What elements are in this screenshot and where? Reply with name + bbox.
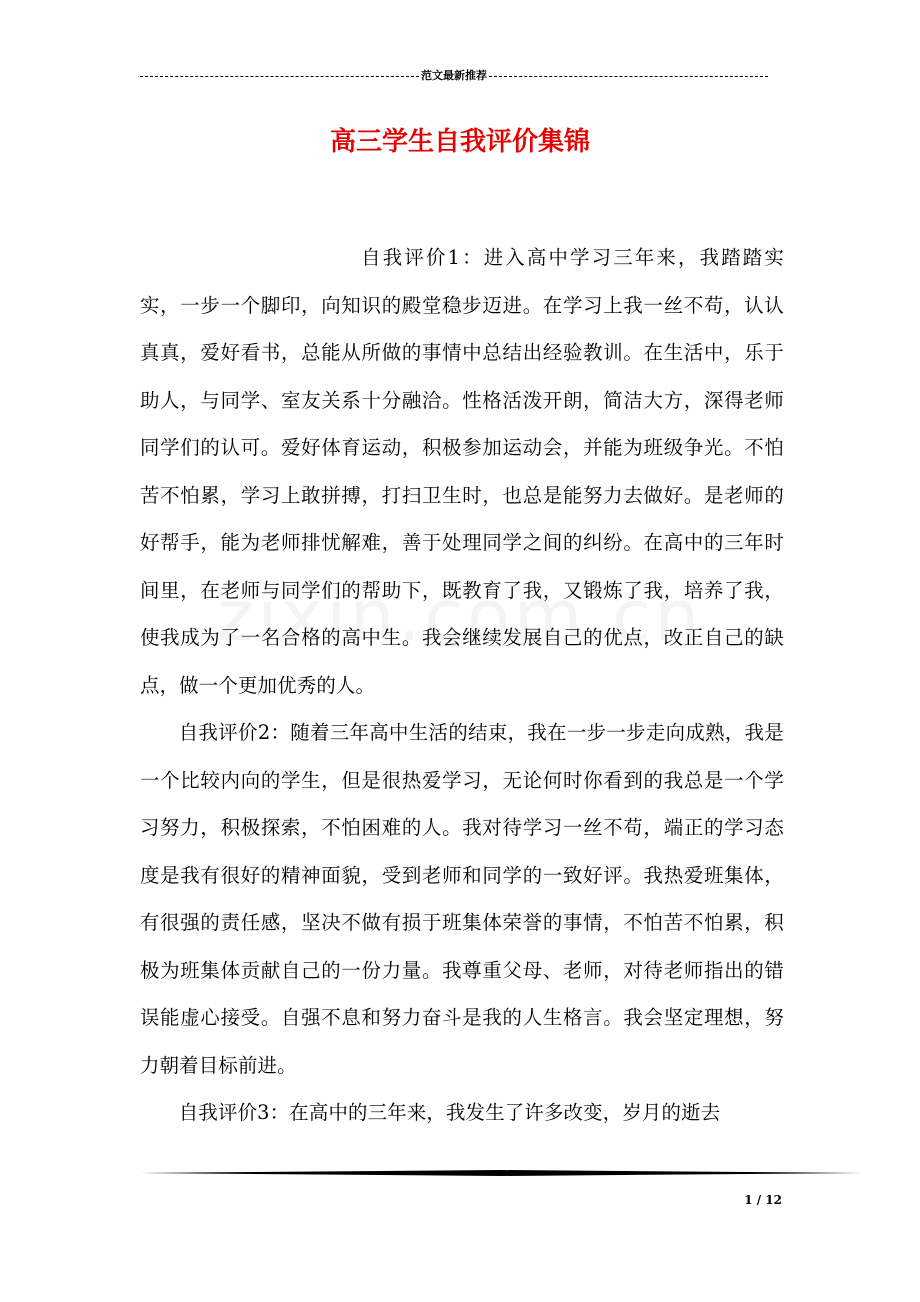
- paragraph-1: 自我评价1：进入高中学习三年来，我踏踏实实，一步一个脚印，向知识的殿堂稳步迈进。在学习上我一丝不苟，认认真真，爱好看书，总能从所做的事情中总结出经验教训。在生活中，乐于助人，与同学、室友关系十分融洽。性格活泼开朗，简洁大方，深得老师同学们的认可。爱好体育运动，积极参加运动会，并能为班级争光。不怕苦不怕累，学习上敢拼搏，打扫卫生时，也总是能努力去做好。是老师的好帮手，能为老师排忧解难，善于处理同学之间的纠纷。在高中的三年时间里，在老师与同学们的帮助下，既教育了我，又锻炼了我，培养了我，使我成为了一名合格的高中生。我会继续发展自己的优点，改正自己的缺点，做一个更加优秀的人。: [140, 246, 784, 697]
- header-label: 范文最新推荐: [421, 69, 487, 82]
- paragraph-3: 自我评价3：在高中的三年来，我发生了许多改变，岁月的逝去: [178, 1101, 721, 1124]
- footer-rule: [140, 1170, 862, 1176]
- document-title: 高三学生自我评价集锦: [329, 127, 590, 157]
- paragraph-2: 自我评价2：随着三年高中生活的结束，我在一步一步走向成熟，我是一个比较内向的学生，但是很热爱学习，无论何时你看到的我总是一个学习努力，积极探索，不怕困难的人。我对待学习一丝不苟，端正的学习态度是我有很好的精神面貌，受到老师和同学的一致好评。我热爱班集体，有很强的责任感，坚决不做有损于班集体荣誉的事情，不怕苦不怕累，积极为班集体贡献自己的一份力量。我尊重父母、老师，对待老师指出的错误能虚心接受。自强不息和努力奋斗是我的人生格言。我会坚定理想，努力朝着目标前进。: [140, 721, 784, 1077]
- header-banner: [140, 67, 768, 85]
- header-dash-left: [140, 76, 419, 77]
- header-dash-right: [489, 76, 768, 77]
- document-body: [140, 234, 784, 1137]
- page-number: 1 / 12: [744, 1193, 782, 1207]
